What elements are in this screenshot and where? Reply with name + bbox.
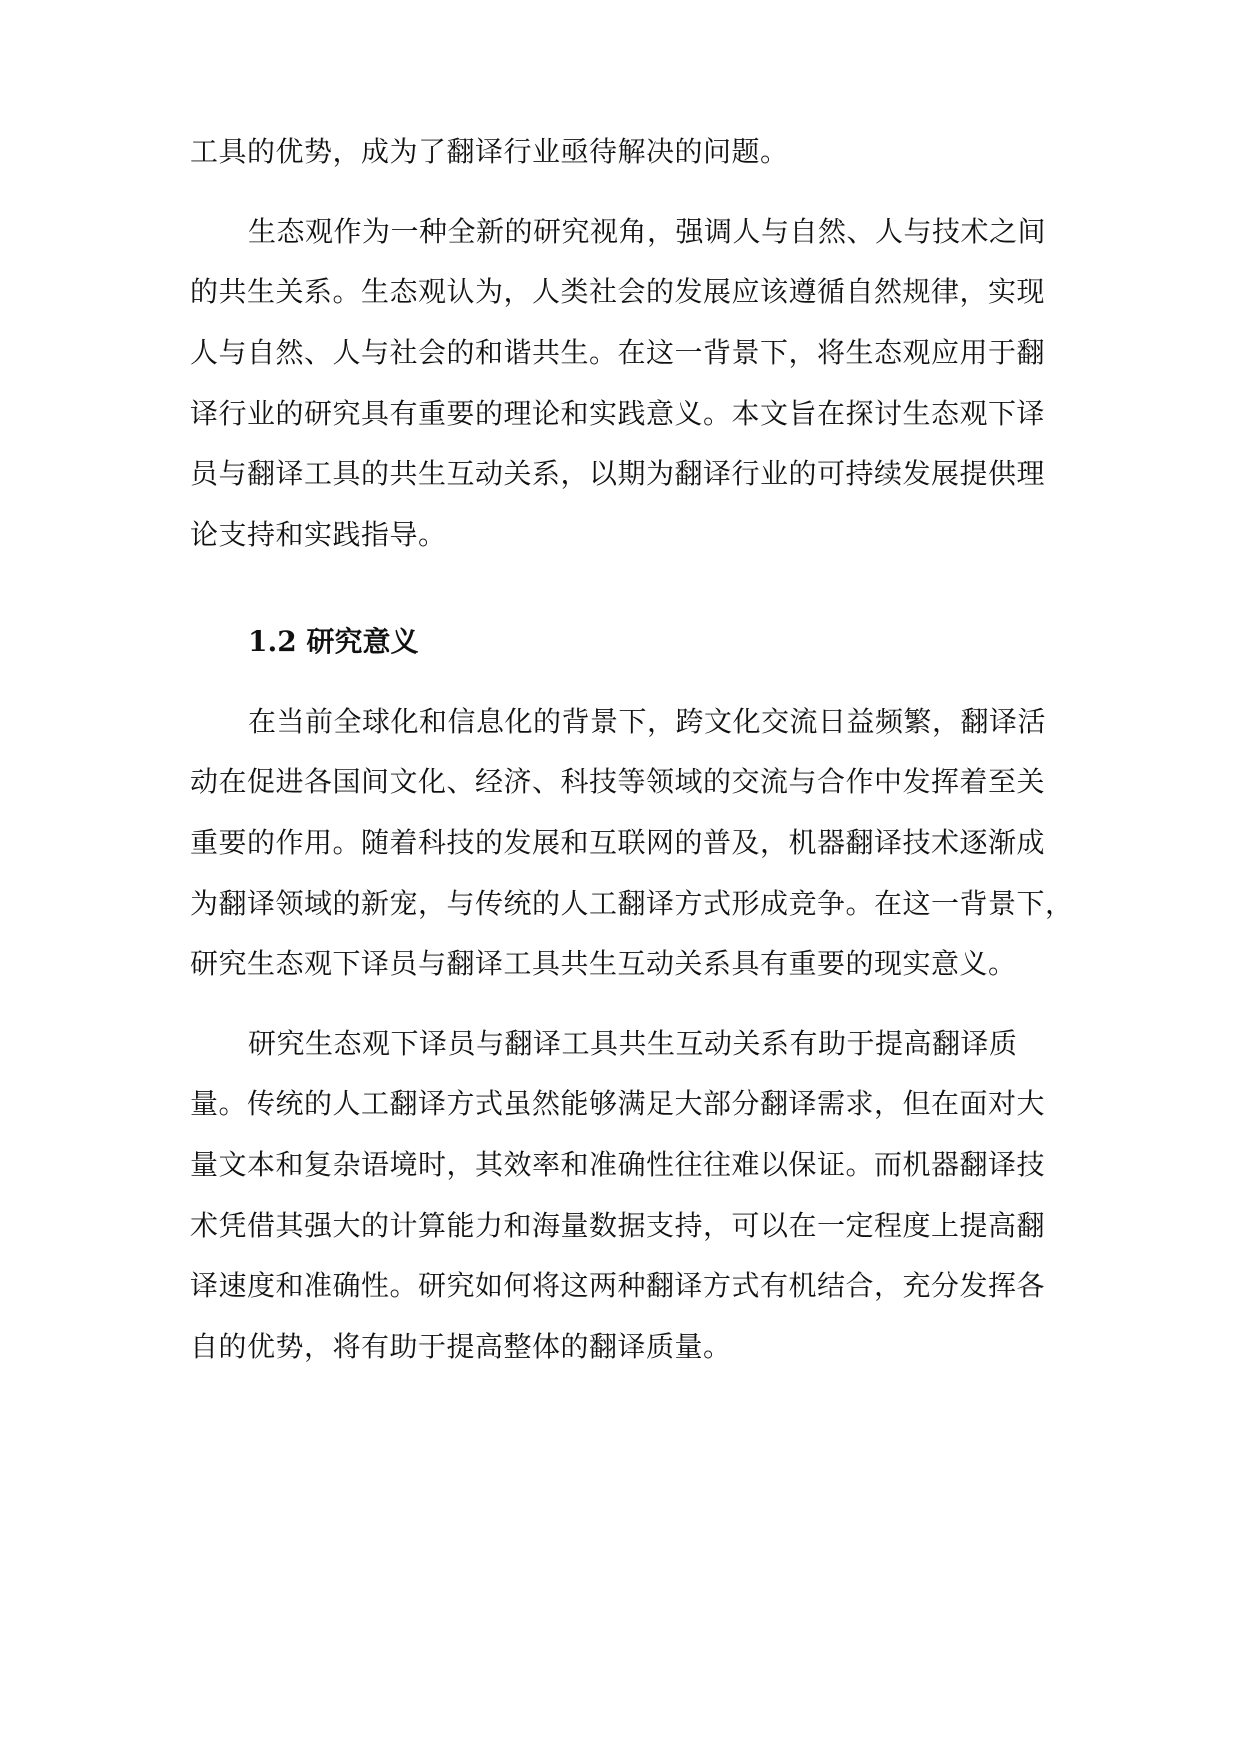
paragraph-line: 重要的作用。随着科技的发展和互联网的普及，机器翻译技术逐渐成	[190, 826, 1046, 859]
paragraph-line: 译行业的研究具有重要的理论和实践意义。本文旨在探讨生态观下译	[190, 397, 1046, 430]
paragraph-line: 论支持和实践指导。	[190, 518, 447, 551]
paragraph-line: 在当前全球化和信息化的背景下，跨文化交流日益频繁，翻译活	[248, 705, 1047, 738]
paragraph-line: 员与翻译工具的共生互动关系，以期为翻译行业的可持续发展提供理	[190, 457, 1046, 490]
paragraph-line: 量文本和复杂语境时，其效率和准确性往往难以保证。而机器翻译技	[190, 1148, 1046, 1181]
paragraph-line: 动在促进各国间文化、经济、科技等领域的交流与合作中发挥着至关	[190, 765, 1046, 798]
paragraph-line: 工具的优势，成为了翻译行业亟待解决的问题。	[190, 135, 789, 168]
paragraph-line: 研究生态观下译员与翻译工具共生互动关系有助于提高翻译质	[248, 1027, 1018, 1060]
paragraph-line: 研究生态观下译员与翻译工具共生互动关系具有重要的现实意义。	[190, 947, 1017, 980]
paragraph-line: 为翻译领域的新宠，与传统的人工翻译方式形成竞争。在这一背景下，	[190, 887, 1074, 920]
paragraph-line: 人与自然、人与社会的和谐共生。在这一背景下，将生态观应用于翻	[190, 336, 1046, 369]
paragraph-line: 译速度和准确性。研究如何将这两种翻译方式有机结合，充分发挥各	[190, 1269, 1046, 1302]
paragraph-line: 的共生关系。生态观认为，人类社会的发展应该遵循自然规律，实现	[190, 275, 1046, 308]
paragraph-line: 生态观作为一种全新的研究视角，强调人与自然、人与技术之间	[248, 215, 1047, 248]
paragraph-line: 术凭借其强大的计算能力和海量数据支持，可以在一定程度上提高翻	[190, 1209, 1046, 1242]
paragraph-line: 自的优势，将有助于提高整体的翻译质量。	[190, 1330, 732, 1363]
paragraph-line: 量。传统的人工翻译方式虽然能够满足大部分翻译需求，但在面对大	[190, 1087, 1046, 1120]
section-heading: 1.2 研究意义	[248, 625, 419, 658]
